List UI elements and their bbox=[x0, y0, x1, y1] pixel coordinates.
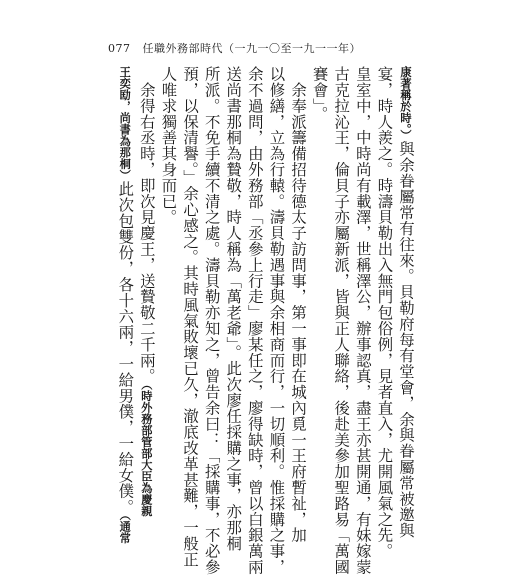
text-segment: 皇室中，中時尚有載澤，世稱澤公，辦事認真，盡王亦甚開通，有妹嫁蒙 bbox=[353, 66, 372, 575]
text-segment: 此次包雙份，各十六兩，一給男僕，一給女僕。 bbox=[116, 181, 135, 515]
inline-annotation: 康著稱於時。） bbox=[399, 66, 413, 141]
text-segment: 以修繕，立為行轅。濤貝勒遇事與余相商而行，一切順利。惟採購之事， bbox=[267, 66, 286, 575]
text-column bbox=[135, 66, 157, 517]
text-segment: 賽會」。 bbox=[310, 66, 329, 122]
text-column bbox=[373, 66, 395, 559]
inline-annotation: （時外務部管部大臣為慶親 bbox=[139, 384, 154, 517]
text-segment: 與余眷屬常有往來。貝勒府每有堂會，余與眷屬常被邀與 bbox=[397, 140, 415, 539]
text-segment: 宴，時人羨之。時濤貝勒出入無門包俗例，見者直入，尤開風氣之先。 bbox=[375, 66, 394, 559]
text-column bbox=[157, 66, 179, 422]
page-number: 077 bbox=[108, 42, 131, 55]
inline-annotation: 王奕劻，尚書為那桐） bbox=[118, 66, 133, 181]
inline-annotation: （通常 bbox=[118, 514, 133, 544]
running-title: 任職外務部時代（一九一〇至一九一一年） bbox=[142, 42, 361, 55]
text-column bbox=[308, 66, 330, 422]
text-segment: 送尚書那桐為贄敬，時人稱為「萬老爺」。此次廖任採購之事，亦那桐 bbox=[224, 66, 243, 552]
vertical-body-text bbox=[114, 66, 416, 575]
running-header bbox=[108, 40, 361, 56]
text-segment: 余奉派籌備招待德太子訪問事，第一事即在城內覓一王府暫祉，加 bbox=[289, 66, 308, 543]
text-column bbox=[265, 66, 287, 575]
text-column bbox=[330, 66, 352, 575]
text-segment: 人唯求獨善其身而已。 bbox=[159, 66, 178, 225]
text-column bbox=[200, 66, 222, 575]
text-column bbox=[178, 66, 200, 568]
text-column bbox=[243, 66, 265, 575]
text-column bbox=[394, 66, 416, 539]
text-column bbox=[222, 66, 244, 552]
text-segment: 余得右丞時，即次見慶王，送贄敬二千兩。 bbox=[137, 66, 156, 384]
text-segment: 余不過問，由外務部「丞參上行走」廖某任之，廖得缺時，曾以白銀萬兩 bbox=[245, 66, 264, 575]
text-segment: 古克拉沁王，倫貝子亦屬新派，皆與正人聯絡，後赴美參加聖路易「萬國 bbox=[332, 66, 351, 575]
text-column bbox=[351, 66, 373, 575]
text-segment: 預，以保清譽。」余心感之。其時風氣敗壞已久，澈底改革甚難，一般正 bbox=[181, 66, 200, 568]
text-segment: 所派。不免手續不清之處。濤貝勒亦知之，曾告余曰：「採購事，不必參 bbox=[202, 66, 221, 575]
text-column bbox=[286, 66, 308, 543]
text-column bbox=[114, 66, 136, 544]
